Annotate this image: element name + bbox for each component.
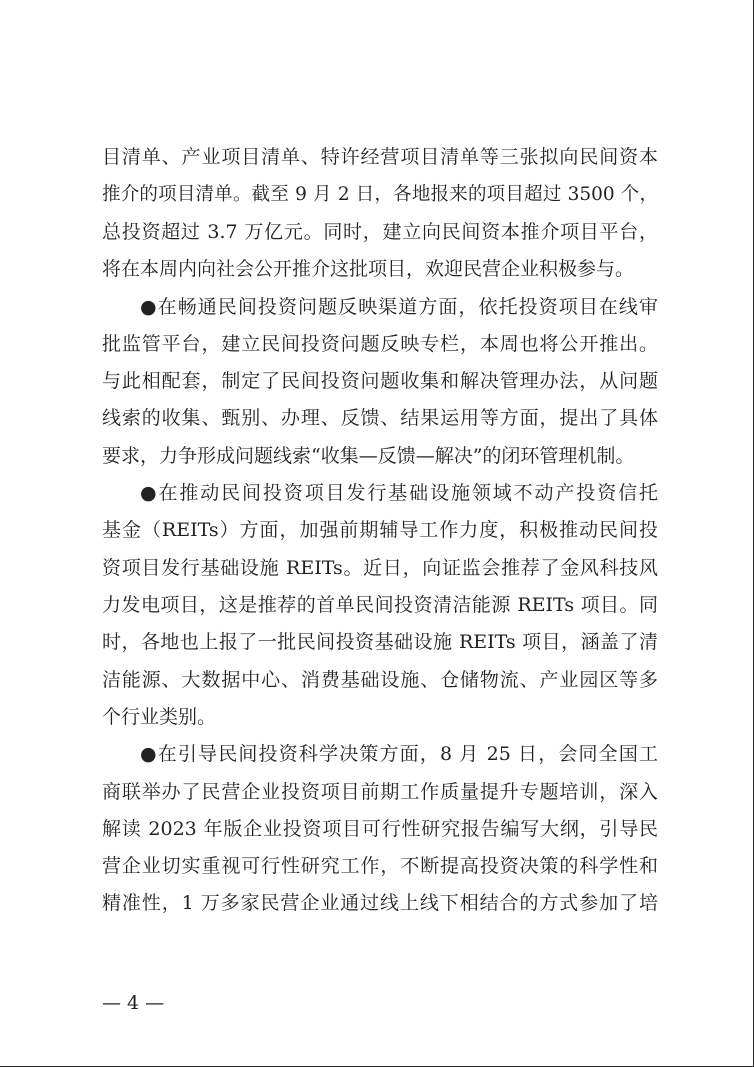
paragraph-3-line-5: 时，各地也上报了一批民间投资基础设施 REITs 项目，涵盖了清: [102, 631, 658, 653]
paragraph-1-line-4: 将在本周内向社会公开推介这批项目，欢迎民营企业积极参与。: [102, 258, 635, 280]
paragraph-3-line-7: 个行业类别。: [102, 706, 217, 728]
paragraph-4-line-5: 精准性，1 万多家民营企业通过线上线下相结合的方式参加了培: [102, 892, 658, 914]
paragraph-2-line-2: 批监管平台，建立民间投资问题反映专栏，本周也将公开推出。: [102, 333, 658, 355]
paragraph-1-line-1: 目清单、产业项目清单、特许经营项目清单等三张拟向民间资本: [102, 146, 658, 168]
paragraph-4-line-2: 商联举办了民营企业投资项目前期工作质量提升专题培训，深入: [102, 781, 658, 803]
paragraph-3-line-4: 力发电项目，这是推荐的首单民间投资清洁能源 REITs 项目。同: [102, 594, 658, 616]
page-number: — 4 —: [102, 992, 165, 1014]
paragraph-3-line-3: 资项目发行基础设施 REITs。近日，向证监会推荐了金风科技风: [102, 557, 658, 579]
paragraph-4-line-1: ●在引导民间投资科学决策方面，8 月 25 日，会同全国工: [140, 743, 658, 765]
paragraph-2-line-4: 线索的收集、甄别、办理、反馈、结果运用等方面，提出了具体: [102, 407, 658, 429]
paragraph-3-line-6: 洁能源、大数据中心、消费基础设施、仓储物流、产业园区等多: [102, 669, 658, 691]
paragraph-1-line-3: 总投资超过 3.7 万亿元。同时，建立向民间资本推介项目平台，: [102, 221, 658, 243]
paragraph-4-line-3: 解读 2023 年版企业投资项目可行性研究报告编写大纲，引导民: [102, 818, 658, 840]
paragraph-3-line-2: 基金（REITs）方面，加强前期辅导工作力度，积极推动民间投: [102, 519, 658, 541]
paragraph-2-line-1: ●在畅通民间投资问题反映渠道方面，依托投资项目在线审: [140, 296, 658, 318]
paragraph-2-line-3: 与此相配套，制定了民间投资问题收集和解决管理办法，从问题: [102, 370, 658, 392]
paragraph-4-line-4: 营企业切实重视可行性研究工作，不断提高投资决策的科学性和: [102, 855, 658, 877]
paragraph-1-line-2: 推介的项目清单。截至 9 月 2 日，各地报来的项目超过 3500 个，: [102, 184, 658, 205]
paragraph-2-line-5: 要求，力争形成问题线索“收集—反馈—解决”的闭环管理机制。: [102, 445, 635, 467]
paragraph-3-line-1: ●在推动民间投资项目发行基础设施领域不动产投资信托: [140, 482, 658, 504]
